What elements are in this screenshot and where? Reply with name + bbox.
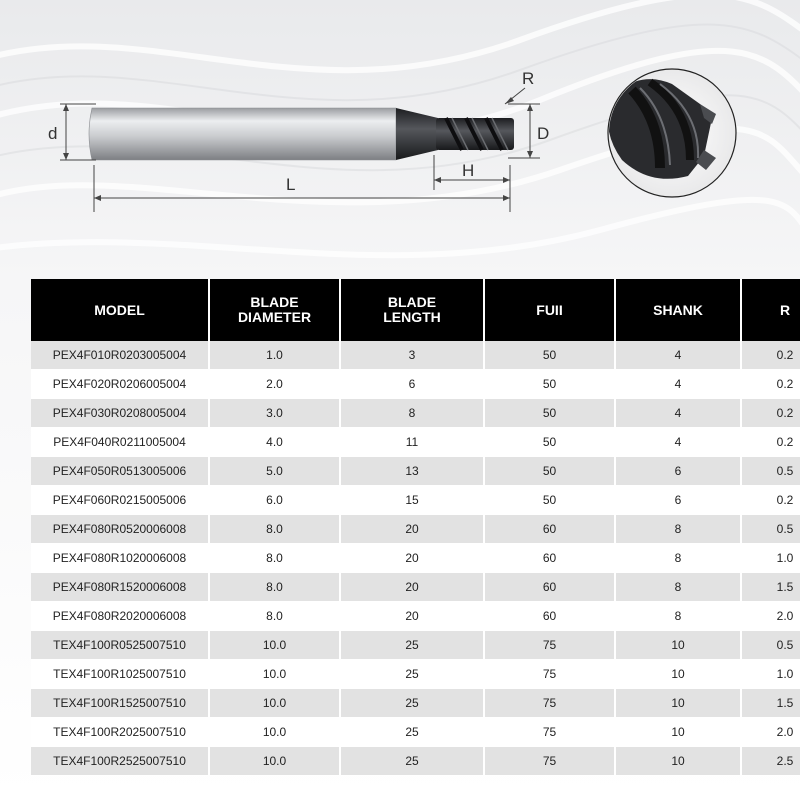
cell-blade-diameter: 1.0 [209, 341, 340, 370]
tip-closeup [608, 69, 736, 197]
cell-blade-length: 25 [340, 718, 484, 747]
cell-full-length: 60 [484, 573, 615, 602]
cell-r: 1.0 [741, 660, 800, 689]
header-model: MODEL [31, 279, 209, 341]
cell-model: PEX4F080R1020006008 [31, 544, 209, 573]
cell-blade-length: 13 [340, 457, 484, 486]
table-row [31, 573, 800, 602]
cell-full-length: 50 [484, 486, 615, 515]
cell-model: TEX4F100R0525007510 [31, 631, 209, 660]
header-blade-diameter: BLADE DIAMETER [209, 279, 340, 341]
table-row [31, 631, 800, 660]
dim-D-label: D [537, 124, 550, 143]
cell-blade-diameter: 6.0 [209, 486, 340, 515]
cell-full-length: 50 [484, 457, 615, 486]
cell-model: PEX4F080R2020006008 [31, 602, 209, 631]
table-row [31, 689, 800, 718]
cell-blade-length: 15 [340, 486, 484, 515]
cell-model: PEX4F050R0513005006 [31, 457, 209, 486]
cell-blade-length: 25 [340, 631, 484, 660]
cell-blade-length: 20 [340, 573, 484, 602]
dim-R-label: R [522, 69, 535, 88]
cell-r: 2.0 [741, 602, 800, 631]
cell-r: 0.5 [741, 457, 800, 486]
cell-full-length: 60 [484, 602, 615, 631]
cell-r: 0.2 [741, 399, 800, 428]
cell-full-length: 60 [484, 515, 615, 544]
cell-full-length: 75 [484, 631, 615, 660]
cell-shank: 4 [615, 399, 741, 428]
cell-blade-length: 25 [340, 689, 484, 718]
shank [89, 108, 396, 160]
table-header-row [31, 279, 800, 341]
cell-blade-diameter: 8.0 [209, 573, 340, 602]
cell-blade-diameter: 8.0 [209, 544, 340, 573]
cell-model: PEX4F080R0520006008 [31, 515, 209, 544]
cell-blade-length: 25 [340, 660, 484, 689]
dim-H-label: H [462, 161, 475, 180]
cell-shank: 4 [615, 428, 741, 457]
cell-r: 0.2 [741, 486, 800, 515]
cell-model: PEX4F030R0208005004 [31, 399, 209, 428]
cell-r: 1.5 [741, 573, 800, 602]
cell-blade-length: 20 [340, 544, 484, 573]
cell-r: 1.0 [741, 544, 800, 573]
cell-shank: 10 [615, 689, 741, 718]
cell-shank: 10 [615, 660, 741, 689]
spec-table [31, 279, 800, 776]
cell-r: 0.5 [741, 631, 800, 660]
cell-blade-diameter: 4.0 [209, 428, 340, 457]
cell-full-length: 50 [484, 341, 615, 370]
table-row [31, 660, 800, 689]
table-row [31, 457, 800, 486]
cell-blade-diameter: 8.0 [209, 515, 340, 544]
cell-model: TEX4F100R2025007510 [31, 718, 209, 747]
cell-r: 0.5 [741, 515, 800, 544]
dim-L-label: L [286, 175, 296, 194]
cell-blade-length: 20 [340, 602, 484, 631]
cell-blade-length: 25 [340, 747, 484, 776]
cell-model: PEX4F040R0211005004 [31, 428, 209, 457]
cell-model: TEX4F100R2525007510 [31, 747, 209, 776]
cell-full-length: 75 [484, 689, 615, 718]
cell-full-length: 50 [484, 370, 615, 399]
table-row [31, 486, 800, 515]
header-shank: SHANK [615, 279, 741, 341]
header-r: R [741, 279, 800, 341]
header-blade-length: BLADE LENGTH [340, 279, 484, 341]
cell-blade-diameter: 10.0 [209, 689, 340, 718]
table-row [31, 515, 800, 544]
cell-r: 0.2 [741, 341, 800, 370]
cell-blade-diameter: 2.0 [209, 370, 340, 399]
cell-blade-diameter: 10.0 [209, 718, 340, 747]
cell-blade-length: 6 [340, 370, 484, 399]
cell-full-length: 60 [484, 544, 615, 573]
table-row [31, 341, 800, 370]
cell-shank: 4 [615, 370, 741, 399]
cell-shank: 8 [615, 602, 741, 631]
cell-blade-diameter: 3.0 [209, 399, 340, 428]
cell-model: PEX4F010R0203005004 [31, 341, 209, 370]
cell-full-length: 50 [484, 399, 615, 428]
cell-r: 0.2 [741, 370, 800, 399]
cell-blade-length: 20 [340, 515, 484, 544]
cell-shank: 10 [615, 631, 741, 660]
table-row [31, 428, 800, 457]
flutes [436, 118, 514, 150]
cell-full-length: 75 [484, 718, 615, 747]
neck [396, 108, 438, 160]
cell-full-length: 75 [484, 660, 615, 689]
cell-shank: 8 [615, 544, 741, 573]
cell-blade-length: 8 [340, 399, 484, 428]
end-mill-diagram [0, 0, 800, 270]
cell-blade-diameter: 10.0 [209, 631, 340, 660]
cell-model: PEX4F060R0215005006 [31, 486, 209, 515]
cell-shank: 4 [615, 341, 741, 370]
cell-shank: 6 [615, 457, 741, 486]
cell-model: TEX4F100R1525007510 [31, 689, 209, 718]
cell-r: 2.5 [741, 747, 800, 776]
cell-blade-diameter: 8.0 [209, 602, 340, 631]
cell-shank: 10 [615, 747, 741, 776]
table-row [31, 399, 800, 428]
cell-r: 1.5 [741, 689, 800, 718]
cell-model: PEX4F020R0206005004 [31, 370, 209, 399]
cell-shank: 8 [615, 573, 741, 602]
cell-blade-diameter: 5.0 [209, 457, 340, 486]
table-row [31, 370, 800, 399]
table-row [31, 602, 800, 631]
table-row [31, 544, 800, 573]
header-full-length: FUII [484, 279, 615, 341]
cell-shank: 10 [615, 718, 741, 747]
cell-blade-diameter: 10.0 [209, 660, 340, 689]
cell-r: 2.0 [741, 718, 800, 747]
table-row [31, 747, 800, 776]
dim-d-label: d [48, 124, 58, 143]
cell-shank: 8 [615, 515, 741, 544]
cell-blade-length: 11 [340, 428, 484, 457]
cell-full-length: 75 [484, 747, 615, 776]
cell-blade-length: 3 [340, 341, 484, 370]
cell-model: PEX4F080R1520006008 [31, 573, 209, 602]
cell-full-length: 50 [484, 428, 615, 457]
cell-blade-diameter: 10.0 [209, 747, 340, 776]
table-row [31, 718, 800, 747]
cell-model: TEX4F100R1025007510 [31, 660, 209, 689]
cell-r: 0.2 [741, 428, 800, 457]
cell-shank: 6 [615, 486, 741, 515]
